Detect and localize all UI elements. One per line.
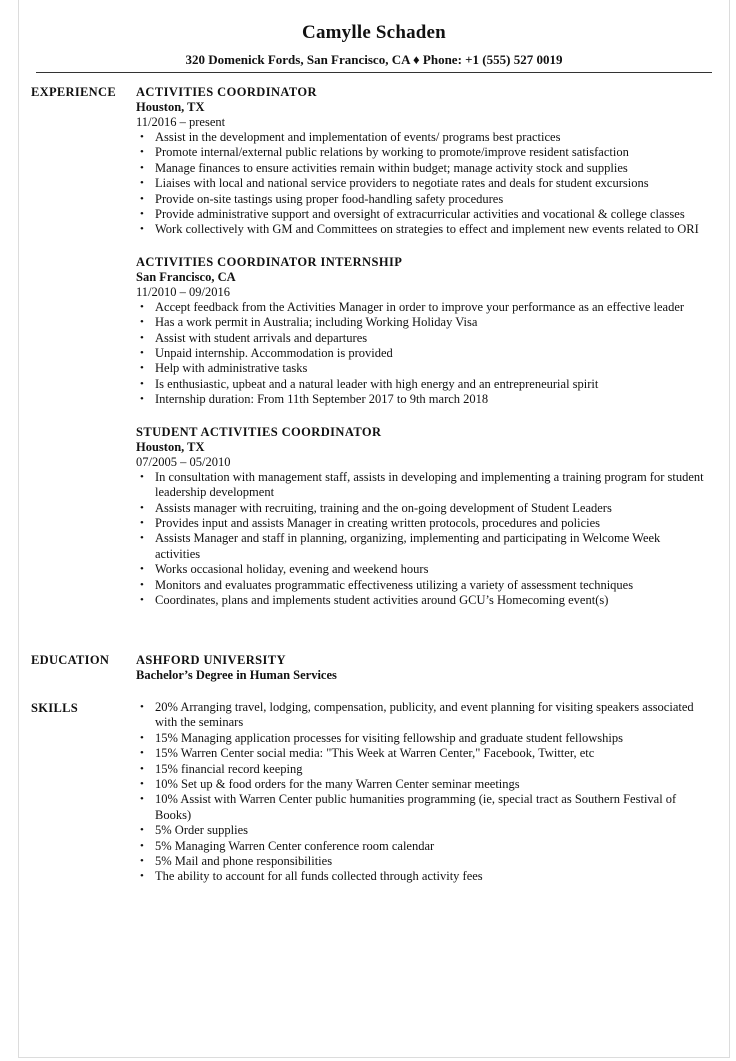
job-bullets — [136, 130, 705, 238]
bullet-dot-icon: • — [140, 578, 144, 591]
bullet-item — [136, 161, 705, 176]
bullet-dot-icon: • — [140, 393, 144, 406]
bullet-dot-icon: • — [140, 516, 144, 529]
section-label-skills: SKILLS — [31, 701, 78, 715]
bullet-dot-icon: • — [140, 870, 144, 883]
bullet-dot-icon: • — [140, 131, 144, 143]
job-dates: 11/2010 – 09/2016 — [136, 284, 230, 299]
education-body — [136, 652, 705, 683]
bullet-text: Internship duration: From 11th September 2017 to 9th march 2018 — [155, 392, 489, 407]
bullet-text: Assist with student arrivals and departures — [155, 330, 368, 345]
bullet-item — [136, 392, 705, 407]
bullet-item — [136, 516, 705, 531]
job-title: ACTIVITIES COORDINATOR — [136, 85, 317, 99]
bullet-text: Assists Manager and staff in planning, organizing, implementing and participating in Welcome Week activities — [155, 531, 661, 561]
experience-body — [136, 84, 705, 624]
bullet-dot-icon: • — [140, 501, 144, 514]
bullet-dot-icon: • — [140, 146, 144, 159]
bullet-dot-icon: • — [140, 793, 144, 806]
job-entry — [136, 424, 705, 609]
bullet-text: Is enthusiastic, upbeat and a natural leader with high energy and an entrepreneurial spirit — [155, 376, 599, 391]
job-location: Houston, TX — [136, 439, 205, 454]
bullet-text: Promote internal/external public relations by working to promote/improve resident satisfaction — [155, 145, 629, 160]
bullet-text: Unpaid internship. Accommodation is provided — [155, 346, 393, 361]
bullet-dot-icon: • — [140, 532, 144, 545]
bullet-dot-icon: • — [140, 762, 144, 775]
bullet-text: Works occasional holiday, evening and weekend hours — [155, 562, 429, 577]
bullet-dot-icon: • — [140, 747, 144, 760]
bullet-dot-icon: • — [140, 192, 144, 205]
job-entry — [136, 84, 705, 238]
job-dates: 07/2005 – 05/2010 — [136, 454, 231, 469]
bullet-dot-icon: • — [140, 778, 144, 791]
bullet-dot-icon: • — [140, 701, 144, 713]
bullet-text: Coordinates, plans and implements student activities around GCU’s Homecoming event(s) — [155, 592, 609, 607]
bullet-item — [136, 377, 705, 392]
skill-text: The ability to account for all funds collected through activity fees — [155, 869, 483, 884]
skill-item — [136, 746, 705, 761]
bullet-item — [136, 315, 705, 330]
bullet-text: Provide on-site tastings using proper food-handling safety procedures — [155, 191, 504, 206]
skill-text: 10% Assist with Warren Center public humanities programming (ie, special tract as Southern Festival of Books) — [155, 792, 677, 822]
bullet-item — [136, 207, 705, 222]
bullet-item — [136, 176, 705, 191]
bullet-item — [136, 531, 705, 562]
resume-page — [18, 0, 730, 1058]
skill-text: 5% Managing Warren Center conference room calendar — [155, 838, 435, 853]
bullet-dot-icon: • — [140, 593, 144, 606]
bullet-text: Accept feedback from the Activities Manager in order to improve your performance as an effective leader — [155, 299, 685, 314]
bullet-dot-icon: • — [140, 331, 144, 344]
bullet-item — [136, 346, 705, 361]
skill-item — [136, 869, 705, 884]
bullet-item — [136, 578, 705, 593]
bullet-text: Manage finances to ensure activities remain within budget; manage activity stock and supplies — [155, 160, 628, 175]
skill-item — [136, 777, 705, 792]
job-bullets — [136, 470, 705, 609]
bullet-item — [136, 300, 705, 315]
bullet-text: Assists manager with recruiting, training and the on-going development of Student Leaders — [155, 500, 612, 515]
contact-line: 320 Domenick Fords, San Francisco, CA ♦ Phone: +1 (555) 527 0019 — [185, 52, 563, 67]
header-divider — [36, 72, 712, 73]
bullet-text: In consultation with management staff, assists in developing and implementing a training program for student leadership development — [155, 469, 704, 500]
bullet-dot-icon: • — [140, 731, 144, 744]
section-label-experience: EXPERIENCE — [31, 85, 116, 99]
bullet-text: Assist in the development and implementation of events/ programs best practices — [155, 130, 561, 144]
bullet-item — [136, 470, 705, 501]
bullet-dot-icon: • — [140, 161, 144, 174]
skill-text: 15% Managing application processes for visiting fellowship and graduate student fellowships — [155, 730, 623, 745]
job-dates: 11/2016 – present — [136, 115, 226, 129]
bullet-text: Provides input and assists Manager in creating written protocols, procedures and policies — [155, 515, 601, 530]
bullet-text: Liaises with local and national service providers to negotiate rates and deals for student excursions — [155, 176, 649, 191]
bullet-dot-icon: • — [140, 208, 144, 221]
bullet-dot-icon: • — [140, 470, 144, 483]
bullet-dot-icon: • — [140, 839, 144, 852]
section-label-education: EDUCATION — [31, 653, 110, 667]
bullet-dot-icon: • — [140, 177, 144, 190]
skill-item — [136, 731, 705, 746]
job-location: San Francisco, CA — [136, 269, 236, 284]
candidate-name: Camylle Schaden — [302, 22, 446, 43]
bullet-text: Has a work permit in Australia; including Working Holiday Visa — [155, 315, 478, 330]
job-entry — [136, 254, 705, 408]
bullet-text: Work collectively with GM and Committees on strategies to effect and implement new events related to ORI — [155, 222, 699, 237]
skill-text: 20% Arranging travel, lodging, compensation, publicity, and event planning for visiting speakers associated with the seminars — [155, 700, 694, 730]
skill-text: 15% financial record keeping — [155, 761, 303, 776]
bullet-dot-icon: • — [140, 347, 144, 360]
resume-header — [19, 0, 729, 68]
bullet-dot-icon: • — [140, 316, 144, 329]
skill-text: 5% Mail and phone responsibilities — [155, 854, 333, 869]
bullet-item — [136, 562, 705, 577]
bullet-dot-icon: • — [140, 300, 144, 313]
skills-list — [136, 700, 705, 885]
bullet-item — [136, 145, 705, 160]
skill-item — [136, 792, 705, 823]
skill-item — [136, 854, 705, 869]
bullet-dot-icon: • — [140, 362, 144, 375]
skill-item — [136, 762, 705, 777]
bullet-item — [136, 593, 705, 608]
bullet-item — [136, 192, 705, 207]
bullet-item — [136, 501, 705, 516]
bullet-item — [136, 222, 705, 237]
job-title: ACTIVITIES COORDINATOR INTERNSHIP — [136, 254, 403, 269]
school-name: ASHFORD UNIVERSITY — [136, 653, 286, 667]
skill-item — [136, 700, 705, 731]
bullet-item — [136, 331, 705, 346]
bullet-dot-icon: • — [140, 824, 144, 837]
bullet-text: Provide administrative support and oversight of extracurricular activities and vocational & college classes — [155, 207, 685, 222]
skill-item — [136, 823, 705, 838]
bullet-text: Monitors and evaluates programmatic effectiveness utilizing a variety of assessment techniques — [155, 577, 634, 592]
bullet-dot-icon: • — [140, 563, 144, 576]
bullet-item — [136, 361, 705, 376]
bullet-dot-icon: • — [140, 223, 144, 236]
bullet-text: Help with administrative tasks — [155, 361, 308, 376]
skills-body — [136, 700, 705, 885]
degree-name: Bachelor’s Degree in Human Services — [136, 668, 337, 682]
bullet-dot-icon: • — [140, 855, 144, 868]
job-bullets — [136, 300, 705, 408]
bullet-item — [136, 130, 705, 145]
skill-item — [136, 839, 705, 854]
skill-text: 5% Order supplies — [155, 823, 249, 838]
skill-text: 15% Warren Center social media: "This Week at Warren Center," Facebook, Twitter, etc — [155, 746, 595, 761]
job-location: Houston, TX — [136, 100, 205, 114]
job-title: STUDENT ACTIVITIES COORDINATOR — [136, 424, 382, 439]
bullet-dot-icon: • — [140, 377, 144, 390]
skill-text: 10% Set up & food orders for the many Warren Center seminar meetings — [155, 777, 520, 792]
